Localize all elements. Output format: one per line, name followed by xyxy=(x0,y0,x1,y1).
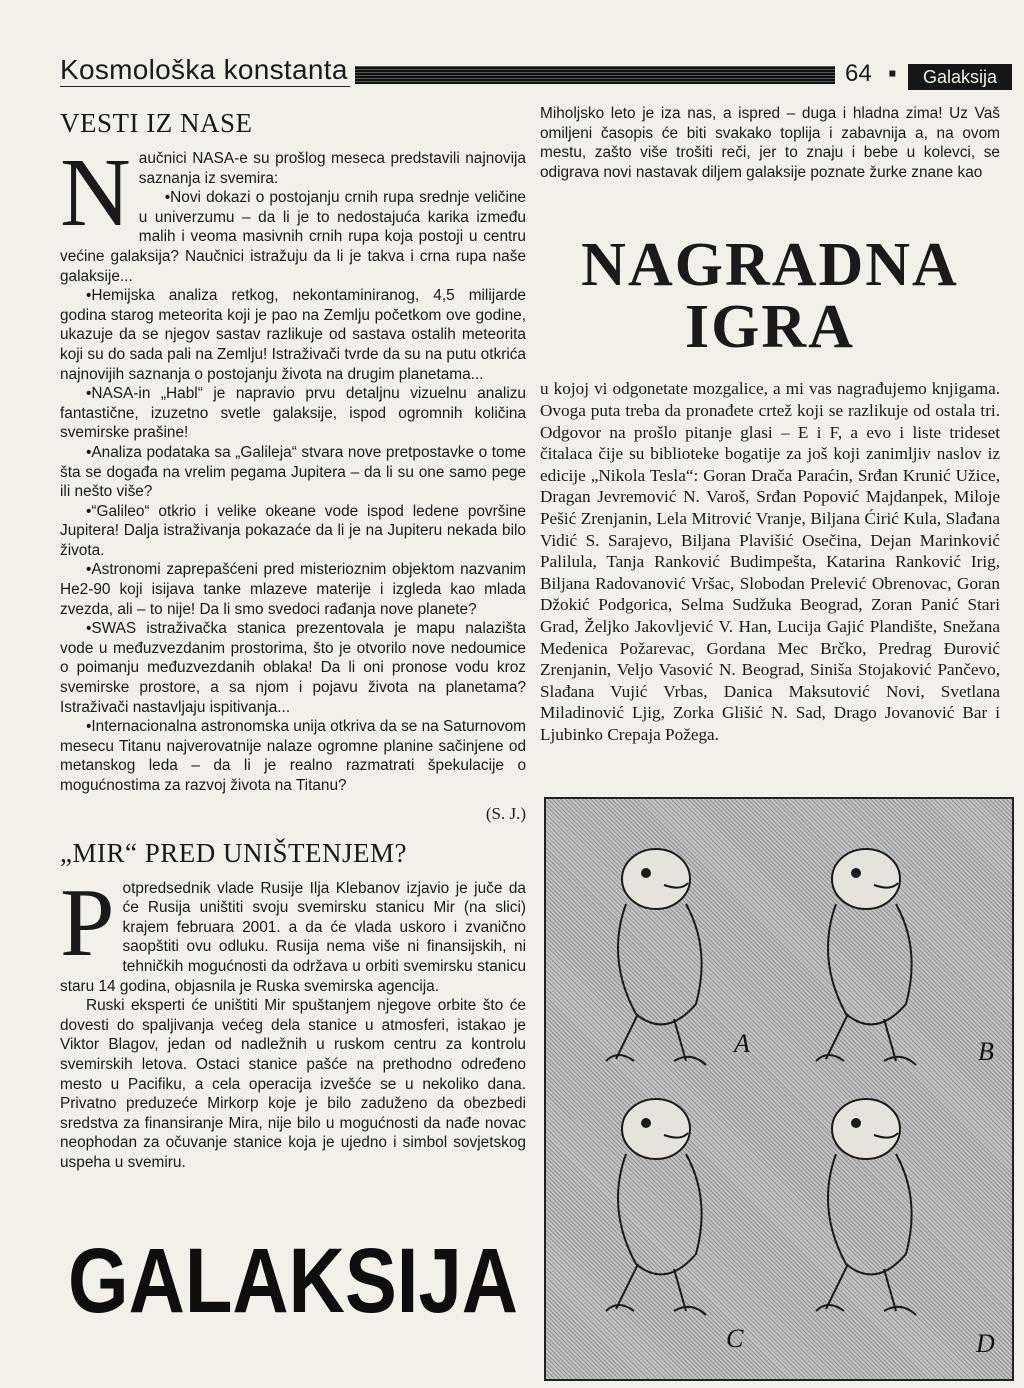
author-signature: (S. J.) xyxy=(485,803,526,823)
figure-c xyxy=(606,1099,706,1315)
page-number: 64 xyxy=(845,60,872,87)
news-item: •Analiza podataka sa „Galileja“ stvara nove pretpostavke o tome šta se događa na vrelim pegama Jupitera – da li su one samo pege ili nešto više? xyxy=(60,443,526,501)
game-heading xyxy=(540,231,1000,362)
header-underline xyxy=(60,86,350,87)
news-item: •Internacionalna astronomska unija otkriva da se na Saturnovom mesecu Titanu najverovatnije nalaze ogromne planine sačinjene od metanskog leda – da li je realno razmatrati špekulacije o mogućnostima za razvoj života na Titanu? xyxy=(60,718,526,794)
puzzle-illustration xyxy=(544,797,1014,1381)
running-header-title: Kosmološka konstanta xyxy=(60,54,348,85)
dropcap-p: P xyxy=(60,868,115,977)
news-item: •NASA-in „Habl“ je napravio prvu detaljnu vizuelnu analizu fantastične, izuzetno svetle galaksije, ispod ogromnih količina svemirske prašine! xyxy=(60,385,526,442)
game-intro: Miholjsko leto je iza nas, a ispred – duga i hladna zima! Uz Vaš omiljeni časopis će biti svakako toplija i zabavnija a, na ovom mestu, zašto više trošiti reči, jer to znaju i bebe u kolevci, se odigrava novi nastavak diljem galaksije poznate žurke znane kao xyxy=(540,105,1000,181)
label-d: D xyxy=(976,1329,995,1358)
right-column xyxy=(540,104,1000,745)
dropcap-n: N xyxy=(60,139,131,247)
mir-paragraph: Ruski eksperti će uništiti Mir spuštanjem njegove orbite što će dovesti do spaljivanja većeg dela stanice u atmosferi, istakao je Viktor Blagov, jedan od nadležnih u ruskom centru za kontrolu svemirskih letova. Ostaci stanice pašće na prethodno određeno mesto u Pacifiku, a cela operacija izvešće se u nekoliko dana. Privatno preduzeće Mirkorp koje je bilo zaduženo da obezbedi sredstva za finansiranje Mira, nije bilo u mogućnosti da nađe novac neophodan za očuvanje stanice koja je ujedno i simbol sovjetskog uspeha u svemiru. xyxy=(60,997,526,1171)
section-title-mir: „MIR“ PRED UNIŠTENJEM? xyxy=(60,837,407,868)
game-title-line1: NAGRADNA xyxy=(581,231,959,300)
figure-d xyxy=(816,1099,916,1315)
left-column xyxy=(60,108,526,1173)
mir-paragraph: otpredsednik vlade Rusije Ilja Klebanov izjavio je juče da će Rusija uništiti svoju svemirsku stanicu Mir (na slici) krajem februara 2001. a da će vlada uskoro i zvanično saopštiti ovu odluku. Rusija nema više ni finansijskih, ni tehničkih mogućnosti da održava u orbiti svemirsku stanicu staru 14 godina, objasnila je Ruska svemirska agencija. xyxy=(60,879,526,995)
section-title-news: VESTI IZ NASE xyxy=(60,108,253,138)
header-rule xyxy=(355,66,835,84)
label-a: A xyxy=(734,1029,750,1058)
mir-article xyxy=(60,868,526,1173)
label-c: C xyxy=(726,1324,744,1353)
news-item: •Astronomi zaprepašćeni pred misterioznim objektom nazvanim He2-90 koji isijava tanke mlazeve materije i izgleda kao mlada zvezda, ali – to nije! Da li smo svedoci rađanja nove planete? xyxy=(60,561,526,618)
label-b: B xyxy=(978,1037,994,1066)
figure-a xyxy=(606,849,706,1065)
galaksija-logo xyxy=(60,1228,526,1332)
news-paragraph: aučnici NASA-e su prošlog meseca predstavili najnovija saznanja iz svemira: xyxy=(138,150,526,187)
logo-text: GALAKSIJA xyxy=(68,1230,518,1332)
news-item: •Hemijska analiza retkog, nekontaminiranog, 4,5 milijarde godina starog meteorita koji je pao na Zemlju početkom ove godine, ukazuje da se njegov sastav razlikuje od sastava ostalih meteorita koji su do sada pali na Zemlju! Istraživači tvrde da su na putu otkrića najnovijih saznanja o postojanju života na drugim planetama... xyxy=(60,287,526,383)
news-item: •“Galileo“ otkrio i velike okeane vode ispod ledene površine Jupitera! Dalja istraživanja pokazaće da li je na Jupiteru nekada bilo života. xyxy=(60,502,526,559)
game-text: u kojoj vi odgonetate mozgalice, a mi vas nagrađujemo knjigama. Ovoga puta treba da pronađete crtež koji se razlikuje od ostala tri. Odgovor na prošlo pitanje glasi – E i F, a evo i liste trideset čitalaca čije su biblioteke bogatije za još koji zanimljiv naslov iz edicije „Nikola Tesla“: Goran Drača Paraćin, Srđan Krunić Užice, Dragan Jevremović N. Varoš, Srđan Popović Majdanpek, Miloje Pešić Zrenjanin, Lela Mitrović Vranje, Biljana Ćirić Kula, Slađana Vidić S. Sarajevo, Biljana Plavišić Osečina, Dejan Marinković Palilula, Tanja Ranković Budimpešta, Katarina Ranković Irig, Biljana Radovanović Vršac, Slobodan Prelević Obrenovac, Goran Džokić Podgorica, Selma Sudžuka Beograd, Zoran Panić Stari Grad, Željko Jakovljević V. Han, Lucija Gajić Plandište, Snežana Medenica Požarevac, Gordana Mec Brčko, Predrag Đurović Zrenjanin, Veljo Vasović N. Beograd, Siniša Stojaković Pančevo, Slađana Vujić Vrbas, Danica Maksutović Novi, Svetlana Miladinović Ljig, Zorka Glišić N. Sad, Drago Jovanović Bar i Ljubinko Crepaja Požega. xyxy=(540,379,1000,744)
header-separator: ▪ xyxy=(888,60,897,87)
news-item: •SWAS istraživačka stanica prezentovala je mapu nalazišta vode u međuzvezdanim prostorima, što je otvorilo nove nedoumice o poimanju međuzvezdanih oblaka! Da li oni pronose vodu kroz svemirske prostore, a sa njom i pojavu života na planetama? Istraživači nastavljaju ispitivanja... xyxy=(60,620,526,716)
news-article xyxy=(60,139,526,824)
figure-b xyxy=(816,849,916,1065)
parrot-drawings xyxy=(546,799,1012,1379)
news-item: •Novi dokazi o postojanju crnih rupa srednje veličine u univerzumu – da li je to nedostajuća karika između malih i veoma masivnih crnih rupa koja postoji u centru većine galaksija? Naučnici istražuju da li je takva i crna rupa naše galaksije... xyxy=(60,189,526,285)
magazine-badge: Galaksija xyxy=(908,64,1012,90)
game-title-line2: IGRA xyxy=(685,293,855,362)
